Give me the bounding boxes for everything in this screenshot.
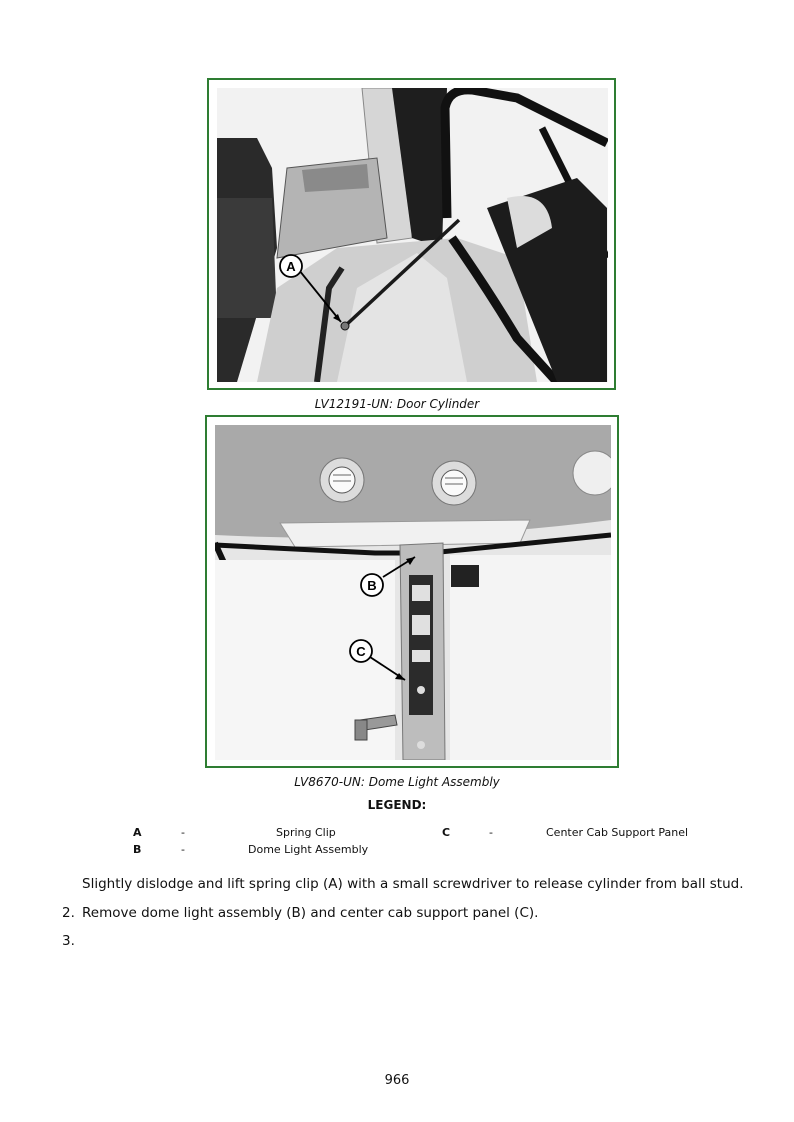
legend-key-a: A [133, 826, 142, 839]
legend-key-c: C [442, 826, 451, 839]
legend-sep-c: - [489, 826, 493, 839]
page-number: 966 [384, 1073, 410, 1088]
callout-a: A [286, 259, 296, 274]
legend-label-b: Dome Light Assembly [248, 843, 369, 856]
legend-label-a: Spring Clip [276, 826, 336, 839]
figure-caption-dome-light: LV8670-UN: Dome Light Assembly [294, 775, 500, 789]
callout-b: B [367, 578, 377, 593]
legend-label-c: Center Cab Support Panel [546, 826, 689, 839]
legend-sep-a: - [181, 826, 185, 839]
door-cylinder-photo [217, 88, 608, 382]
callout-c: C [356, 644, 366, 659]
legend-key-b: B [133, 843, 142, 856]
legend-title: LEGEND: [367, 798, 427, 812]
step-1-text: Slightly dislodge and lift spring clip (A) with a small screwdriver to release cylinder from ball stud. [82, 876, 744, 892]
step-2-number: 2. [62, 905, 75, 921]
figure-dome-light [205, 415, 619, 768]
figure-caption-door-cylinder: LV12191-UN: Door Cylinder [314, 397, 480, 411]
figure-door-cylinder [207, 78, 616, 390]
legend-sep-b: - [181, 843, 185, 856]
step-2-text: Remove dome light assembly (B) and center cab support panel (C). [82, 905, 539, 921]
dome-light-photo [215, 425, 611, 760]
step-3-number: 3. [62, 933, 75, 949]
